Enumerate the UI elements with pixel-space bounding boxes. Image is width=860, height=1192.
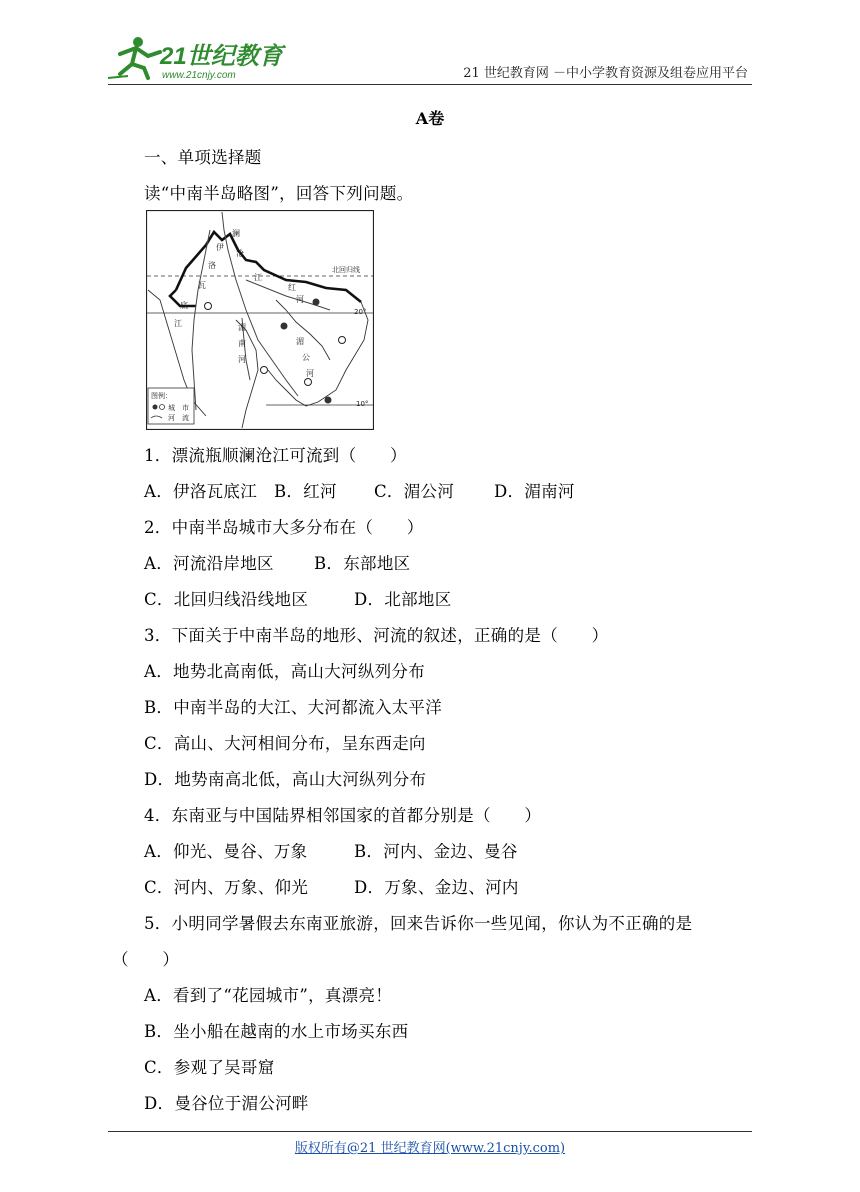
option-b[interactable]: B．红河 [274, 482, 337, 501]
question-intro: 读“中南半岛略图”，回答下列问题。 [144, 184, 414, 203]
option-b[interactable]: B．河内、金边、曼谷 [354, 842, 518, 861]
question-5-blank: （ ） [112, 950, 180, 969]
option-a[interactable]: A．伊洛瓦底江 [144, 482, 258, 501]
svg-text:www.21cnjy.com: www.21cnjy.com [162, 70, 236, 81]
option-d[interactable]: D．北部地区 [354, 590, 452, 609]
option-c[interactable]: C．湄公河 [374, 482, 455, 501]
question-5-option-a[interactable]: A．看到了“花园城市”，真漂亮！ [144, 986, 393, 1005]
page-header [0, 0, 860, 90]
site-logo [108, 34, 288, 82]
option-d[interactable]: D．万象、金边、河内 [354, 878, 519, 897]
indochina-map-figure [146, 210, 374, 430]
footer-divider [108, 1131, 752, 1132]
option-a[interactable]: A．仰光、曼谷、万象 [144, 842, 308, 861]
svg-text:图例：: 图例： [151, 392, 172, 400]
question-3-option-b[interactable]: B．中南半岛的大江、大河都流入太平洋 [144, 698, 443, 717]
svg-text:北回归线: 北回归线 [332, 266, 360, 274]
svg-text:江: 江 [254, 273, 262, 282]
svg-text:城 市: 城 市 [168, 404, 189, 412]
question-5-option-d[interactable]: D．曼谷位于湄公河畔 [144, 1094, 309, 1113]
svg-text:江: 江 [174, 319, 182, 328]
question-3-option-a[interactable]: A．地势北高南低，高山大河纵列分布 [144, 662, 426, 681]
question-3: 3．下面关于中南半岛的地形、河流的叙述，正确的是（ ） [144, 626, 609, 645]
svg-text:河 流: 河 流 [168, 414, 189, 422]
question-5-option-b[interactable]: B．坐小船在越南的水上市场买东西 [144, 1022, 409, 1041]
question-3-option-d[interactable]: D．地势南高北低，高山大河纵列分布 [144, 770, 427, 789]
question-1: 1．漂流瓶顺澜沧江可流到（ ） [144, 446, 407, 465]
svg-text:红: 红 [288, 283, 296, 292]
svg-text:瓦: 瓦 [198, 281, 206, 290]
question-2-options-row2 [144, 586, 452, 610]
question-4-options-row1 [144, 838, 518, 862]
question-2: 2．中南半岛城市大多分布在（ ） [144, 518, 424, 537]
option-b[interactable]: B．东部地区 [314, 554, 411, 573]
question-1-options [144, 478, 575, 502]
footer-copyright-link[interactable]: 版权所有@21 世纪教育网(www.21cnjy.com) [294, 1141, 566, 1156]
svg-text:20°: 20° [354, 308, 367, 316]
question-2-options-row1 [144, 550, 410, 574]
svg-text:洛: 洛 [208, 261, 216, 270]
svg-text:河: 河 [238, 355, 246, 364]
paper-title: A卷 [415, 109, 445, 128]
question-5-option-c[interactable]: C．参观了吴哥窟 [144, 1058, 275, 1077]
svg-text:10°: 10° [356, 400, 369, 408]
svg-text:公: 公 [302, 353, 310, 362]
svg-text:湄: 湄 [238, 323, 246, 332]
question-5: 5．小明同学暑假去东南亚旅游，回来告诉你一些见闻，你认为不正确的是 [144, 914, 693, 933]
option-a[interactable]: A．河流沿岸地区 [144, 554, 274, 573]
question-3-option-c[interactable]: C．高山、大河相间分布，呈东西走向 [144, 734, 426, 753]
svg-text:澜: 澜 [232, 229, 240, 238]
question-4: 4．东南亚与中国陆界相邻国家的首都分别是（ ） [144, 806, 542, 825]
option-c[interactable]: C．北回归线沿线地区 [144, 590, 309, 609]
question-4-options-row2 [144, 874, 519, 898]
svg-text:21世纪教育: 21世纪教育 [160, 43, 283, 70]
map-legend [148, 388, 194, 424]
svg-text:伊: 伊 [216, 243, 224, 252]
svg-text:河: 河 [306, 369, 314, 378]
section-heading: 一、单项选择题 [144, 148, 262, 167]
option-c[interactable]: C．河内、万象、仰光 [144, 878, 309, 897]
svg-text:沧: 沧 [236, 249, 244, 258]
header-site-slogan: 21 世纪教育网 －中小学教育资源及组卷应用平台 [463, 66, 748, 81]
svg-text:河: 河 [296, 295, 304, 304]
header-divider [108, 84, 752, 85]
svg-text:南: 南 [238, 339, 246, 348]
svg-text:底: 底 [180, 301, 188, 310]
option-d[interactable]: D．湄南河 [494, 482, 575, 501]
svg-text:湄: 湄 [296, 337, 304, 346]
